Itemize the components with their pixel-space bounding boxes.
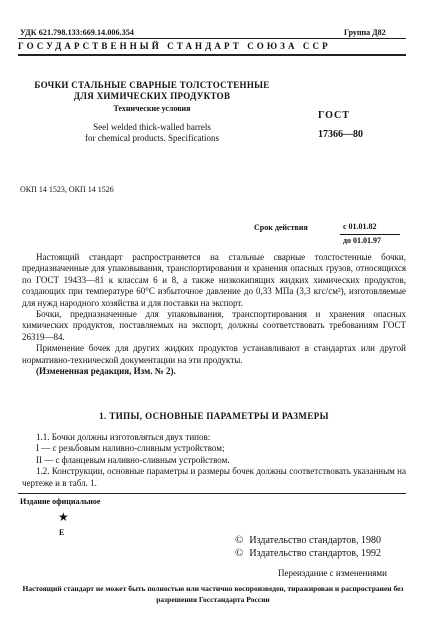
copyright-icon: ©	[235, 547, 244, 559]
clause-1-1-type-ii: II — с фланцевым наливно-сливным устройством.	[36, 454, 230, 465]
standard-banner: ГОСУДАРСТВЕННЫЙ СТАНДАРТ СОЮЗА ССР	[18, 41, 331, 51]
edition-letter: Е	[59, 528, 65, 537]
reproduction-notice: Настоящий стандарт не может быть полностью или частично воспроизведен, тиражирован и распространен без разрешения Госстандарта России	[22, 584, 404, 604]
official-edition: Издание официальное	[20, 497, 101, 506]
paragraph-application: Применение бочек для других жидких продуктов устанавливают в стандартах или другой нормативно-технической документации на эти продукты.	[22, 343, 406, 365]
title-en-line2: for chemical products. Specifications	[85, 133, 219, 143]
validity-label: Срок действия	[254, 223, 308, 232]
copyright-1992	[235, 547, 381, 559]
paragraph-export: Бочки, предназначенные для упаковывания, транспортирования и хранения опасных химических продуктов, поставляемых на экспорт, должны соответствовать требованиям ГОСТ 26319—84.	[22, 309, 406, 342]
clause-1-1-type-i: I — с резьбовым наливно-сливным устройством;	[36, 443, 225, 454]
title-ru-line2: ДЛЯ ХИМИЧЕСКИХ ПРОДУКТОВ	[73, 91, 231, 101]
validity-from: с 01.01.82	[343, 222, 377, 231]
gost-number: 17366—80	[318, 129, 363, 140]
section-text	[22, 432, 406, 489]
paragraph-scope: Настоящий стандарт распространяется на стальные сварные толстостенные бочки, предназначенные для упаковывания, транспортирования и хранения опасных грузов, относящихся по ГОСТ 19433—81 к классам 6 и 8, а также низкокипящих жидких химических продуктов, создающих при температуре 60°С избыточное давление до 0,33 МПа (3,3 кгс/см²), изготовляемые для нужд народного хозяйства и для поставки на экспорт.	[22, 252, 406, 308]
copyright-icon: ©	[235, 534, 244, 546]
okp-codes: ОКП 14 1523, ОКП 14 1526	[20, 185, 114, 194]
copyright-1992-text: Издательство стандартов, 1992	[249, 548, 382, 559]
validity-divider	[340, 234, 400, 235]
udk-code: УДК 621.798.133:669.14.006.354	[20, 28, 135, 37]
amendment-note: (Измененная редакция, Изм. № 2).	[36, 366, 176, 377]
clause-1-2: 1.2. Конструкции, основные параметры и размеры бочек должны соответствовать указанным на чертеже и в табл. 1.	[22, 466, 406, 488]
title-en-line1: Seel welded thick-walled barrels	[93, 122, 211, 132]
gost-designation	[318, 110, 398, 140]
group-code: Группа Д82	[344, 28, 386, 37]
title-en	[22, 122, 282, 144]
imprint-rule	[18, 493, 406, 494]
intro-text	[22, 252, 406, 377]
copyright-1980	[235, 534, 381, 546]
gost-label: ГОСТ	[318, 110, 350, 121]
title-ru-line1: БОЧКИ СТАЛЬНЫЕ СВАРНЫЕ ТОЛСТОСТЕННЫЕ	[34, 80, 270, 90]
title-ru-subtitle: Технические условия	[113, 104, 191, 113]
section-heading: 1. ТИПЫ, ОСНОВНЫЕ ПАРАМЕТРЫ И РАЗМЕРЫ	[99, 411, 329, 421]
star-icon: ★	[58, 510, 69, 524]
clause-1-1: 1.1. Бочки должны изготовляться двух типов:	[36, 432, 211, 442]
reprint-note: Переиздание с изменениями	[278, 568, 387, 578]
copyright-1980-text: Издательство стандартов, 1980	[249, 535, 382, 546]
title-block	[22, 80, 282, 144]
header-rule-top	[18, 38, 406, 39]
validity-to: до 01.01.97	[343, 236, 382, 245]
header-rule-bottom	[18, 54, 406, 56]
